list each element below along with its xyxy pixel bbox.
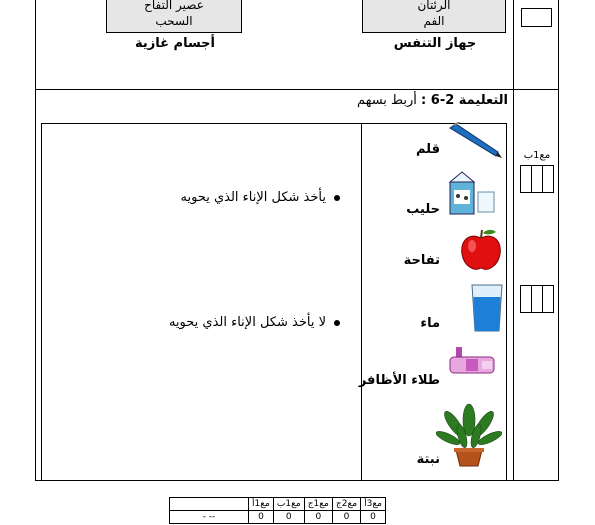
- score-value-3: 0: [304, 511, 332, 524]
- item-plant-label[interactable]: نبتة: [416, 452, 440, 467]
- gas-bodies-box: [106, 0, 242, 33]
- score-header-2: مع1ب: [273, 498, 304, 511]
- score-value-2: 0: [273, 511, 304, 524]
- score-value-1: 0: [249, 511, 274, 524]
- score-header-1: مع1أ: [249, 498, 274, 511]
- water-glass-icon: [470, 283, 504, 333]
- bullet-icon: [334, 195, 340, 201]
- statement-2-text: لا يأخذ شكل الإناء الذي يحويه: [168, 315, 326, 330]
- item-pen-label[interactable]: قلم: [415, 142, 440, 157]
- main-divider: [513, 90, 514, 481]
- main-left-border: [35, 90, 36, 481]
- statement-1[interactable]: [181, 190, 341, 205]
- milk-carton-icon: [446, 170, 500, 216]
- apple-icon: [458, 228, 504, 272]
- item-apple-label[interactable]: تفاحة: [403, 253, 440, 268]
- score-value-5: 0: [361, 511, 386, 524]
- instruction-text: أربط بسهم: [357, 93, 417, 108]
- score-dashes: - --: [170, 511, 249, 524]
- instruction: [300, 93, 508, 108]
- score-box-2[interactable]: [520, 285, 554, 313]
- gas-box-line1: عصير التفاح: [144, 0, 204, 12]
- score-header-3: مع1ج: [304, 498, 332, 511]
- gas-box-line2: السحب: [155, 14, 193, 28]
- score-box-1[interactable]: [520, 165, 554, 193]
- score-table: [169, 497, 386, 524]
- item-water-label[interactable]: ماء: [420, 316, 440, 331]
- gas-bodies-caption: أجسام غازية: [135, 36, 215, 51]
- statement-2[interactable]: [169, 315, 340, 330]
- score-header-5: مع3أ: [361, 498, 386, 511]
- respiratory-box-line1: الرئتان: [417, 0, 451, 12]
- respiratory-box-line2: الفم: [423, 14, 445, 28]
- statement-1-text: يأخذ شكل الإناء الذي يحويه: [180, 190, 326, 205]
- nail-polish-icon: [448, 345, 498, 379]
- score-value-4: 0: [332, 511, 360, 524]
- main-right-border: [558, 90, 559, 481]
- matching-table-divider: [361, 123, 362, 481]
- top-left-border: [35, 0, 36, 90]
- side-code: مع1ب: [523, 150, 551, 161]
- top-divider: [513, 0, 514, 90]
- respiratory-box: [362, 0, 506, 33]
- top-score-box[interactable]: [521, 8, 552, 27]
- score-header-4: مع2ج: [332, 498, 360, 511]
- item-nail-polish-label[interactable]: طلاء الأظافر: [358, 373, 440, 388]
- top-right-border: [558, 0, 559, 90]
- item-milk-label[interactable]: حليب: [406, 202, 440, 217]
- respiratory-caption: جهاز التنفس: [393, 36, 477, 51]
- section-divider: [35, 89, 559, 90]
- instruction-label: التعليمة 2-6 :: [421, 93, 508, 108]
- bullet-icon: [334, 320, 340, 326]
- potted-plant-icon: [436, 398, 502, 468]
- score-table-empty-header: [170, 498, 249, 511]
- pen-icon: [446, 122, 504, 160]
